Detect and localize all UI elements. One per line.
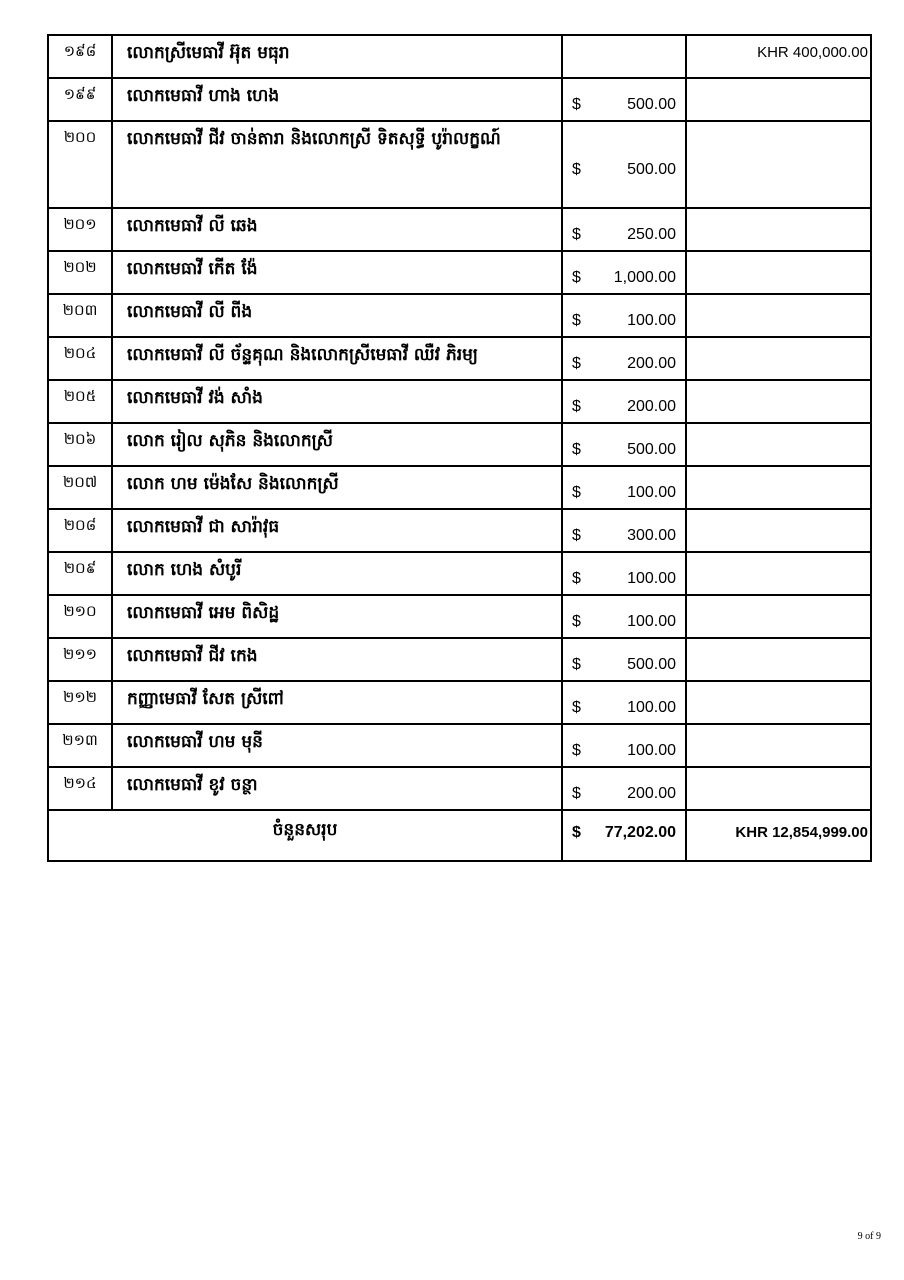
row-number: ២០៩ [48,552,112,595]
usd-amount: 500.00 [627,160,676,178]
usd-cell [562,423,686,466]
usd-cell [562,681,686,724]
row-number: ២០៥ [48,380,112,423]
khr-amount [686,552,871,595]
khr-amount [686,509,871,552]
donations-table-body [48,35,871,810]
table-row [48,767,871,810]
usd-cell [562,337,686,380]
total-row [48,810,871,861]
row-number: ២០៣ [48,294,112,337]
usd-amount: 100.00 [627,741,676,759]
usd-symbol: $ [572,354,581,372]
table-row [48,552,871,595]
khr-amount [686,466,871,509]
usd-amount: 100.00 [627,311,676,329]
table-row [48,337,871,380]
total-usd-symbol: $ [572,823,581,841]
donor-name: លោកមេធាវី លី ច័ន្ទគុណ និងលោកស្រីមេធាវី ឈឺវ ភិរម្យ [112,337,562,380]
usd-amount: 500.00 [627,440,676,458]
khr-amount [686,337,871,380]
usd-symbol: $ [572,440,581,458]
usd-symbol: $ [572,225,581,243]
table-row [48,595,871,638]
usd-symbol: $ [572,268,581,286]
usd-cell [562,121,686,208]
khr-amount [686,724,871,767]
khr-amount [686,251,871,294]
table-row [48,638,871,681]
usd-symbol: $ [572,741,581,759]
row-number: ២០១ [48,208,112,251]
row-number: ១៩៨ [48,35,112,78]
table-row [48,78,871,121]
usd-amount: 500.00 [627,95,676,113]
donor-name: លោកស្រីមេធាវី អ៊ុត មធុរា [112,35,562,78]
khr-amount [686,767,871,810]
donor-name: លោកមេធាវី ហាង ហេង [112,78,562,121]
usd-symbol: $ [572,311,581,329]
row-number: ២០០ [48,121,112,208]
usd-cell [562,466,686,509]
row-number: ២១០ [48,595,112,638]
table-row [48,208,871,251]
row-number: ២០៤ [48,337,112,380]
table-row [48,681,871,724]
usd-amount: 200.00 [627,784,676,802]
usd-symbol: $ [572,526,581,544]
donor-name: លោកមេធាវី លី ពីង [112,294,562,337]
total-usd-amount: 77,202.00 [604,823,676,841]
usd-amount: 1,000.00 [613,268,676,286]
row-number: ២១២ [48,681,112,724]
usd-symbol: $ [572,698,581,716]
donor-name: លោក ហេង សំបូរី [112,552,562,595]
usd-cell [562,595,686,638]
donor-name: កញ្ញាមេធាវី សែត ស្រីពៅ [112,681,562,724]
donor-name: លោកមេធាវី លី ឆេង [112,208,562,251]
khr-amount [686,638,871,681]
usd-symbol: $ [572,95,581,113]
usd-amount: 300.00 [627,526,676,544]
donor-name: លោកមេធាវី ជីវ កេង [112,638,562,681]
usd-symbol: $ [572,612,581,630]
khr-amount [686,681,871,724]
usd-cell [562,767,686,810]
table-row [48,121,871,208]
usd-cell [562,724,686,767]
page-number: 9 of 9 [857,1231,881,1242]
donor-name: លោកមេធាវី ខូវ ចន្ថា [112,767,562,810]
donor-name: លោកមេធាវី វង់ សាំង [112,380,562,423]
donor-name: លោក ហម ម៉េងសែ និងលោកស្រី [112,466,562,509]
usd-symbol: $ [572,483,581,501]
table-row [48,509,871,552]
khr-amount [686,121,871,208]
usd-amount: 200.00 [627,354,676,372]
khr-amount [686,423,871,466]
usd-symbol: $ [572,784,581,802]
row-number: ២០៨ [48,509,112,552]
usd-amount: 200.00 [627,397,676,415]
usd-amount: 100.00 [627,612,676,630]
table-row [48,423,871,466]
usd-cell [562,251,686,294]
usd-amount: 500.00 [627,655,676,673]
khr-amount [686,294,871,337]
donor-name: លោកមេធាវី ជីវ ចាន់តារា និងលោកស្រី ទិតសុទ្ធី បូរ៉ាលក្ខណ៍ [112,121,562,208]
donations-table [47,34,872,862]
donor-name: លោកមេធាវី អេម ពិសិដ្ឋ [112,595,562,638]
usd-cell [562,35,686,78]
usd-amount: 100.00 [627,698,676,716]
row-number: ២០៧ [48,466,112,509]
donor-name: លោកមេធាវី កើត ង៉ែ [112,251,562,294]
usd-cell [562,552,686,595]
usd-symbol: $ [572,397,581,415]
table-row [48,380,871,423]
donor-name: លោកមេធាវី ជា សារ៉ាវុធ [112,509,562,552]
khr-amount [686,208,871,251]
row-number: ១៩៩ [48,78,112,121]
table-row [48,294,871,337]
table-row [48,251,871,294]
usd-cell [562,78,686,121]
usd-cell [562,509,686,552]
donor-name: លោកមេធាវី ហម មុនី [112,724,562,767]
row-number: ២១៤ [48,767,112,810]
table-row [48,724,871,767]
row-number: ២១១ [48,638,112,681]
khr-amount [686,78,871,121]
table-row [48,35,871,78]
usd-cell [562,208,686,251]
khr-amount: KHR 400,000.00 [686,35,871,78]
usd-amount: 100.00 [627,483,676,501]
donor-name: លោក រៀល សុភិន និងលោកស្រី [112,423,562,466]
usd-amount: 100.00 [627,569,676,587]
usd-amount: 250.00 [627,225,676,243]
total-khr-amount: KHR 12,854,999.00 [686,810,871,861]
usd-cell [562,294,686,337]
usd-cell [562,638,686,681]
usd-symbol: $ [572,160,581,178]
usd-cell [562,380,686,423]
khr-amount [686,595,871,638]
total-label: ចំនួនសរុប [48,810,562,861]
row-number: ២០៦ [48,423,112,466]
row-number: ២០២ [48,251,112,294]
row-number: ២១៣ [48,724,112,767]
usd-symbol: $ [572,569,581,587]
total-usd-cell [562,810,686,861]
khr-amount [686,380,871,423]
usd-symbol: $ [572,655,581,673]
table-row [48,466,871,509]
